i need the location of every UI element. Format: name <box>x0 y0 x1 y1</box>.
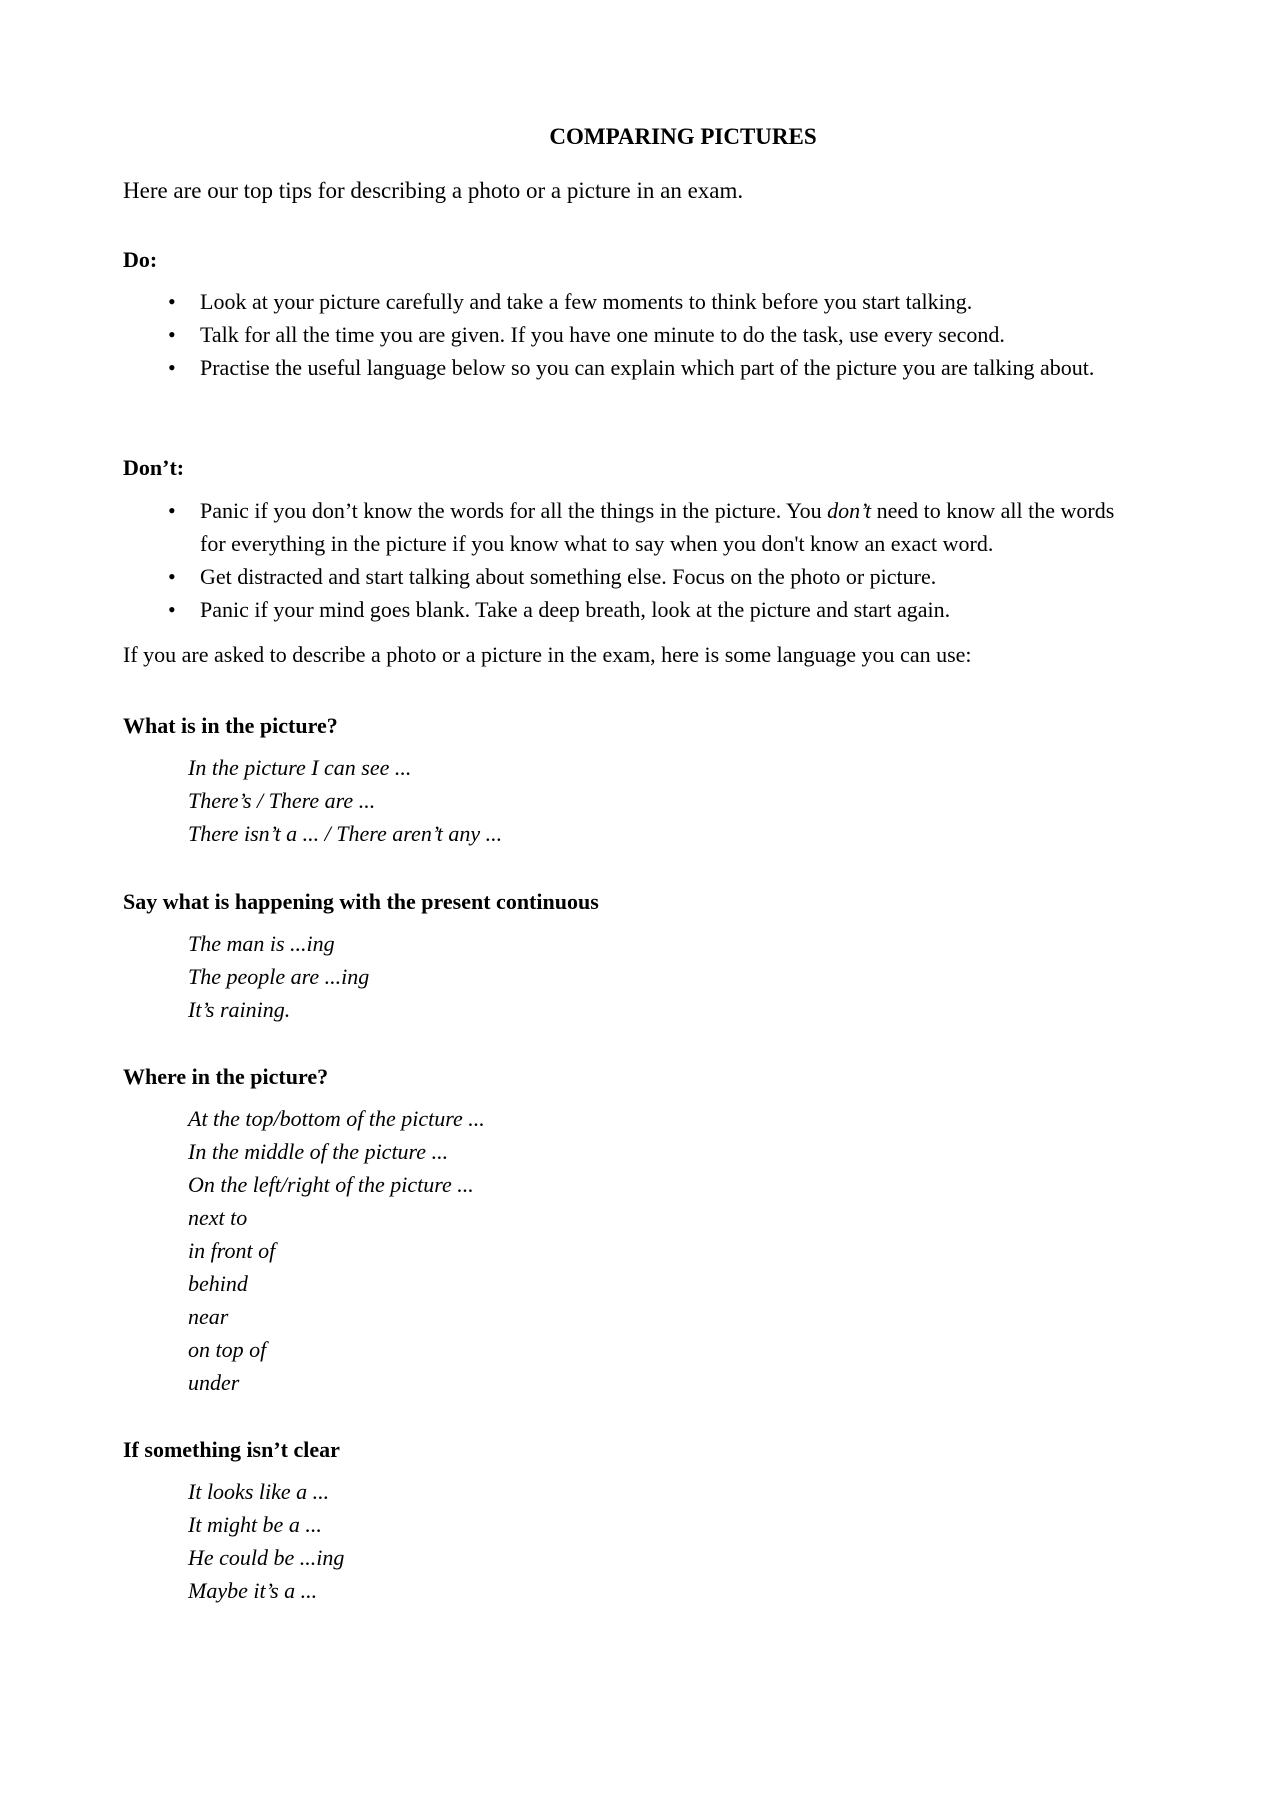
dont-item-text: Get distracted and start talking about something else. Focus on the photo or picture. <box>200 564 937 589</box>
bullet-icon: • <box>168 289 176 314</box>
phrase-item: There isn’t a ... / There aren’t any ... <box>188 821 503 846</box>
section-heading-unclear: If something isn’t clear <box>123 1437 340 1462</box>
phrase-item: under <box>188 1370 240 1395</box>
list-item <box>123 351 1133 384</box>
phrase-item: There’s / There are ... <box>188 788 376 813</box>
bullet-icon: • <box>168 597 176 622</box>
bullet-icon: • <box>168 322 176 347</box>
do-heading: Do: <box>123 247 158 272</box>
dont-item-text: Panic if you don’t know the words for all the things in the picture. You <box>200 498 828 523</box>
phrase-item: It’s raining. <box>188 997 291 1022</box>
bullet-icon: • <box>168 355 176 380</box>
dont-list <box>123 494 1133 626</box>
phrase-list-what <box>188 751 502 850</box>
phrase-item: on top of <box>188 1337 267 1362</box>
do-item-text: Practise the useful language below so you can explain which part of the picture you are talking about. <box>200 355 1095 380</box>
list-item <box>123 494 1133 560</box>
list-item <box>123 285 1133 318</box>
phrase-list-happening <box>188 927 369 1026</box>
phrase-item: The man is ...ing <box>188 931 335 956</box>
list-item <box>123 560 1133 593</box>
phrase-item: Maybe it’s a ... <box>188 1578 318 1603</box>
list-item <box>123 593 1133 626</box>
do-item-text: Look at your picture carefully and take a few moments to think before you start talking. <box>200 289 973 314</box>
phrase-list-where <box>188 1102 485 1399</box>
phrase-item: behind <box>188 1271 248 1296</box>
phrase-item: At the top/bottom of the picture ... <box>188 1106 485 1131</box>
dont-heading: Don’t: <box>123 455 185 480</box>
dont-item-text: Panic if your mind goes blank. Take a deep breath, look at the picture and start again. <box>200 597 951 622</box>
phrase-item: It looks like a ... <box>188 1479 330 1504</box>
dont-item-emphasis: don’t <box>827 498 872 523</box>
section-heading-what: What is in the picture? <box>123 713 338 738</box>
dont-item-text-end: need to know all the words for everything in the picture if you know what to say when you don't know an exact word. <box>200 498 1115 556</box>
phrase-item: In the picture I can see ... <box>188 755 412 780</box>
list-item <box>123 318 1133 351</box>
section-heading-happening: Say what is happening with the present continuous <box>123 889 599 914</box>
phrase-item: The people are ...ing <box>188 964 370 989</box>
phrase-item: It might be a ... <box>188 1512 322 1537</box>
phrase-item: in front of <box>188 1238 276 1263</box>
language-intro: If you are asked to describe a photo or a picture in the exam, here is some language you can use: <box>123 642 972 667</box>
phrase-item: next to <box>188 1205 248 1230</box>
intro-text: Here are our top tips for describing a photo or a picture in an exam. <box>123 178 744 203</box>
do-list <box>123 285 1133 384</box>
phrase-item: In the middle of the picture ... <box>188 1139 449 1164</box>
phrase-item: near <box>188 1304 229 1329</box>
section-heading-where: Where in the picture? <box>123 1064 329 1089</box>
phrase-item: On the left/right of the picture ... <box>188 1172 474 1197</box>
phrase-list-unclear <box>188 1475 344 1607</box>
do-item-text: Talk for all the time you are given. If you have one minute to do the task, use every second. <box>200 322 1005 347</box>
page-title: COMPARING PICTURES <box>549 124 817 149</box>
bullet-icon: • <box>168 564 176 589</box>
bullet-icon: • <box>168 498 176 523</box>
phrase-item: He could be ...ing <box>188 1545 345 1570</box>
